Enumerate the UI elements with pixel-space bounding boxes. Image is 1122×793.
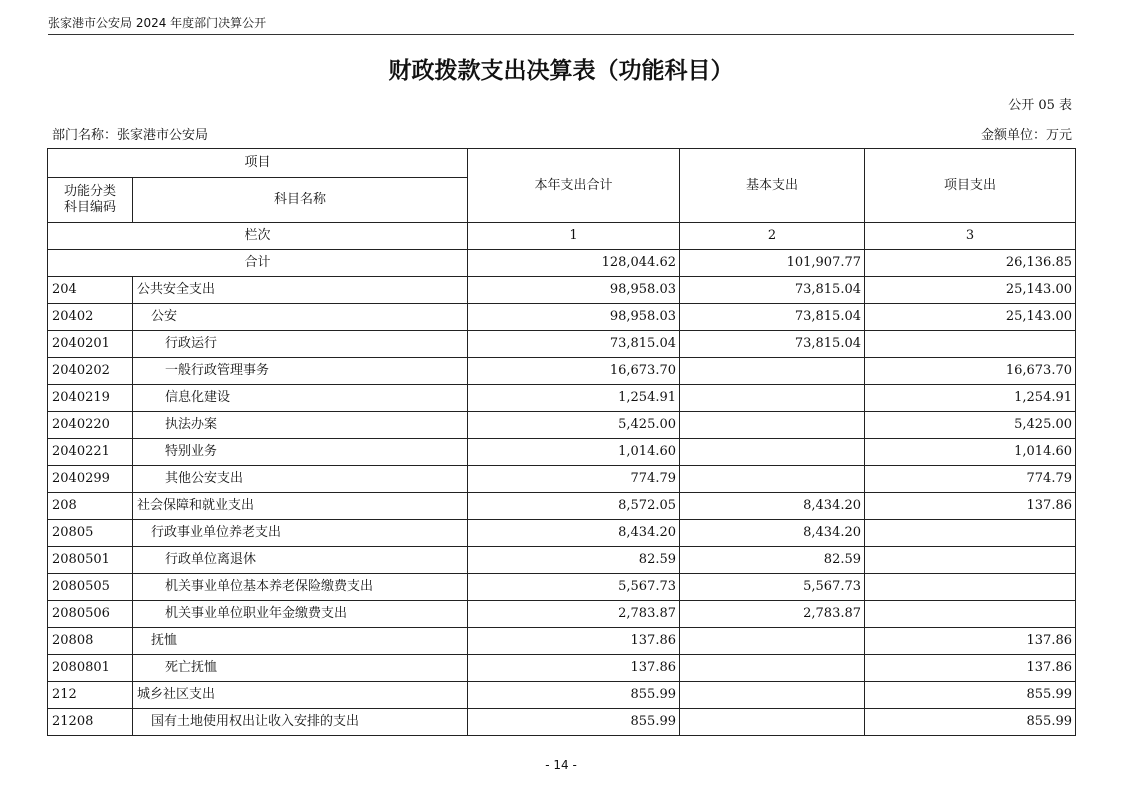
- page-title: 财政拨款支出决算表（功能科目）: [388, 58, 734, 84]
- table-row: [48, 709, 1076, 736]
- row-code: 2080501: [48, 547, 133, 574]
- row-name: 国有土地使用权出让收入安排的支出: [133, 709, 468, 736]
- row-name: 抚恤: [133, 628, 468, 655]
- row-code: 2080801: [48, 655, 133, 682]
- summary-total: 128,044.62: [468, 250, 680, 277]
- row-project: 25,143.00: [865, 277, 1076, 304]
- row-basic: [680, 412, 865, 439]
- summary-project: 26,136.85: [865, 250, 1076, 277]
- row-code: 2040221: [48, 439, 133, 466]
- row-code: 212: [48, 682, 133, 709]
- row-code: 21208: [48, 709, 133, 736]
- row-basic: [680, 385, 865, 412]
- row-name: 行政单位离退休: [133, 547, 468, 574]
- row-total: 137.86: [468, 655, 680, 682]
- row-project: 855.99: [865, 682, 1076, 709]
- row-name: 行政事业单位养老支出: [133, 520, 468, 547]
- row-basic: 73,815.04: [680, 331, 865, 358]
- column-label: 栏次: [48, 223, 468, 250]
- table-row: [48, 682, 1076, 709]
- row-code: 2040220: [48, 412, 133, 439]
- unit-label: 金额单位：万元: [980, 128, 1072, 143]
- row-total: 8,572.05: [468, 493, 680, 520]
- table-row: [48, 331, 1076, 358]
- row-basic: [680, 466, 865, 493]
- table-row: [48, 493, 1076, 520]
- table-row: [48, 466, 1076, 493]
- header-code: 功能分类 科目编码: [48, 178, 133, 223]
- row-code: 2040299: [48, 466, 133, 493]
- row-total: 137.86: [468, 628, 680, 655]
- row-project: 137.86: [865, 655, 1076, 682]
- row-basic: 82.59: [680, 547, 865, 574]
- column-number-3: 3: [865, 223, 1076, 250]
- table-row: [48, 385, 1076, 412]
- table-row: [48, 304, 1076, 331]
- summary-row: [48, 250, 1076, 277]
- row-code: 20808: [48, 628, 133, 655]
- row-project: [865, 520, 1076, 547]
- row-total: 774.79: [468, 466, 680, 493]
- row-code: 20805: [48, 520, 133, 547]
- row-basic: [680, 682, 865, 709]
- row-code: 2080506: [48, 601, 133, 628]
- row-project: 16,673.70: [865, 358, 1076, 385]
- table-row: [48, 520, 1076, 547]
- row-name: 信息化建设: [133, 385, 468, 412]
- page-number: - 14 -: [545, 758, 577, 772]
- row-name: 公共安全支出: [133, 277, 468, 304]
- table-row: [48, 574, 1076, 601]
- header-total: 本年支出合计: [468, 149, 680, 223]
- row-code: 208: [48, 493, 133, 520]
- row-name: 机关事业单位职业年金缴费支出: [133, 601, 468, 628]
- table-row: [48, 358, 1076, 385]
- row-basic: 8,434.20: [680, 493, 865, 520]
- row-project: 137.86: [865, 628, 1076, 655]
- table-row: [48, 412, 1076, 439]
- header-item: 项目: [48, 149, 468, 178]
- column-number-1: 1: [468, 223, 680, 250]
- row-project: [865, 547, 1076, 574]
- row-basic: 2,783.87: [680, 601, 865, 628]
- row-basic: [680, 709, 865, 736]
- row-name: 一般行政管理事务: [133, 358, 468, 385]
- row-total: 1,014.60: [468, 439, 680, 466]
- row-total: 82.59: [468, 547, 680, 574]
- row-code: 2080505: [48, 574, 133, 601]
- row-name: 社会保障和就业支出: [133, 493, 468, 520]
- table-row: [48, 277, 1076, 304]
- row-name: 公安: [133, 304, 468, 331]
- table-row: [48, 601, 1076, 628]
- row-code: 204: [48, 277, 133, 304]
- row-project: [865, 601, 1076, 628]
- row-total: 5,425.00: [468, 412, 680, 439]
- row-total: 855.99: [468, 682, 680, 709]
- running-header: 张家港市公安局 2024 年度部门决算公开: [48, 16, 267, 30]
- row-basic: [680, 655, 865, 682]
- row-total: 855.99: [468, 709, 680, 736]
- table-row: [48, 628, 1076, 655]
- row-name: 其他公安支出: [133, 466, 468, 493]
- row-project: 855.99: [865, 709, 1076, 736]
- header-basic: 基本支出: [680, 149, 865, 223]
- row-project: 25,143.00: [865, 304, 1076, 331]
- table-row: [48, 547, 1076, 574]
- row-total: 5,567.73: [468, 574, 680, 601]
- row-total: 8,434.20: [468, 520, 680, 547]
- row-basic: [680, 358, 865, 385]
- row-basic: 73,815.04: [680, 277, 865, 304]
- header-name: 科目名称: [133, 178, 468, 223]
- header-rule: [48, 34, 1074, 35]
- row-name: 死亡抚恤: [133, 655, 468, 682]
- row-name: 执法办案: [133, 412, 468, 439]
- row-project: 1,254.91: [865, 385, 1076, 412]
- row-total: 2,783.87: [468, 601, 680, 628]
- summary-basic: 101,907.77: [680, 250, 865, 277]
- row-project: 137.86: [865, 493, 1076, 520]
- header-project: 项目支出: [865, 149, 1076, 223]
- department-label: 部门名称：张家港市公安局: [52, 128, 209, 143]
- row-code: 2040219: [48, 385, 133, 412]
- row-project: 774.79: [865, 466, 1076, 493]
- row-basic: [680, 628, 865, 655]
- row-code: 2040202: [48, 358, 133, 385]
- row-total: 16,673.70: [468, 358, 680, 385]
- column-number-2: 2: [680, 223, 865, 250]
- table-row: [48, 655, 1076, 682]
- row-name: 城乡社区支出: [133, 682, 468, 709]
- summary-label: 合计: [48, 250, 468, 277]
- row-total: 73,815.04: [468, 331, 680, 358]
- row-total: 98,958.03: [468, 304, 680, 331]
- row-project: [865, 331, 1076, 358]
- row-basic: 8,434.20: [680, 520, 865, 547]
- row-project: 5,425.00: [865, 412, 1076, 439]
- table-row: [48, 439, 1076, 466]
- form-number: 公开 05 表: [1008, 98, 1072, 113]
- row-basic: 5,567.73: [680, 574, 865, 601]
- row-basic: [680, 439, 865, 466]
- row-total: 1,254.91: [468, 385, 680, 412]
- row-name: 行政运行: [133, 331, 468, 358]
- row-name: 特别业务: [133, 439, 468, 466]
- row-code: 20402: [48, 304, 133, 331]
- row-total: 98,958.03: [468, 277, 680, 304]
- row-project: [865, 574, 1076, 601]
- row-project: 1,014.60: [865, 439, 1076, 466]
- row-name: 机关事业单位基本养老保险缴费支出: [133, 574, 468, 601]
- expenditure-table: [47, 148, 1076, 736]
- row-code: 2040201: [48, 331, 133, 358]
- row-basic: 73,815.04: [680, 304, 865, 331]
